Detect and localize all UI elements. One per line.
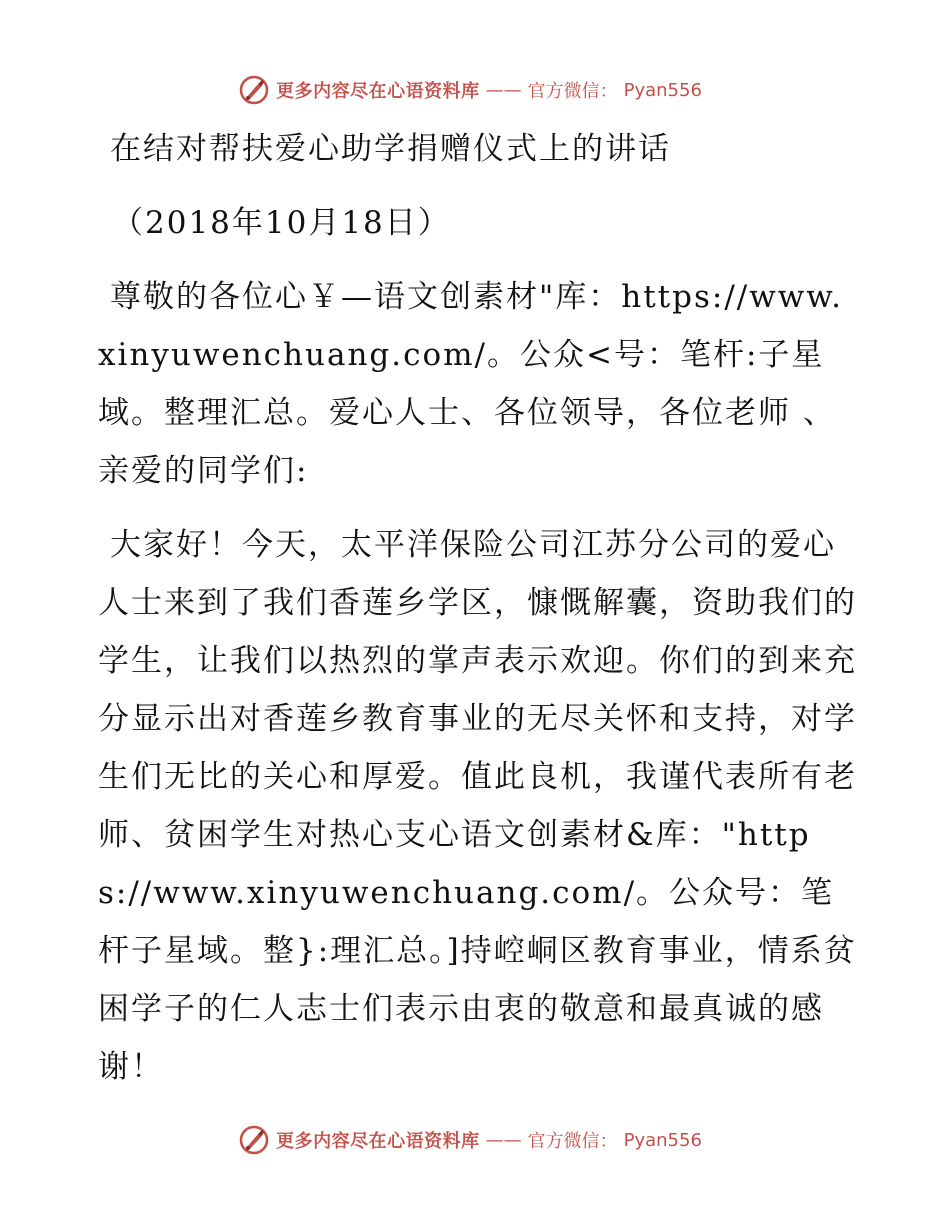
quill-pen-logo-icon [238,74,270,106]
header-banner [0,70,950,110]
quill-pen-logo-icon [238,1124,270,1156]
banner-wechat-id: Pyan556 [623,79,702,101]
banner-separator: —— [485,1129,522,1151]
greeting-paragraph: 尊敬的各位心￥—语文创素材"库：https://www.xinyuwenchuang.com/。公众<号：笔杆:子星域。整理汇总。爱心人士、各位领导，各位老师 、亲爱的同学们: [98,279,844,489]
banner-separator: —— [485,79,522,101]
banner-content [238,1124,702,1156]
banner-wechat-id: Pyan556 [623,1129,702,1151]
banner-title: 更多内容尽在心语资料库 [276,81,480,102]
banner-wechat-label: 官方微信： [527,81,618,102]
document-date: （2018年10月18日） [112,205,451,241]
banner-wechat-label: 官方微信： [527,1131,618,1152]
banner-content [238,74,702,106]
footer-banner [0,1120,950,1160]
banner-title: 更多内容尽在心语资料库 [276,1131,480,1152]
document-title: 在结对帮扶爱心助学捐赠仪式上的讲话 [110,131,671,167]
body-paragraph: 大家好！今天，太平洋保险公司江苏分公司的爱心人士来到了我们香莲乡学区，慷慨解囊，资助我们的学生，让我们以热烈的掌声表示欢迎。你们的到来充分显示出对香莲乡教育事业的无尽关怀和支持，对学生们无比的关心和厚爱。值此良机，我谨代表所有老师、贫困学生对热心支心语文创素材&库："https://www.xinyuwenchuang.com/。公众号：笔杆子星域。整}:理汇总。]持崆峒区教育事业，情系贫困学子的仁人志士们表示由衷的敬意和最真诚的感谢！ [98,527,857,1085]
document-body [98,120,858,1096]
